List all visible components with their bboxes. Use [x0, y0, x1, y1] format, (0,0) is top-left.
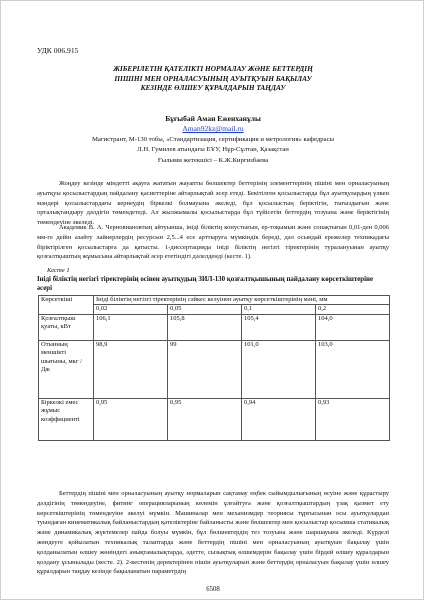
author-email-link[interactable]: Aman92kz@mail.ru — [182, 124, 244, 133]
article-title — [41, 64, 385, 93]
table-cell: 101,0 — [242, 340, 316, 398]
title-line: ЖІБЕРІЛЕТІН ҚАТЕЛІКТІ НОРМАЛАУ ЖӘНЕ БЕТТЕРДІҢ — [113, 64, 313, 73]
table-header-cell: Көрсеткіші — [39, 296, 94, 315]
affiliation-line: Л.Н. Гумилев атындағы ЕҰУ, Нұр-Сұлтан, Қазақстан — [137, 146, 289, 154]
affiliation-line: Магистрант, М-130 тобы, «Стандартизация, сертификация и метрология» кафедрасы — [91, 136, 335, 143]
table-header-cell: 0,1 — [242, 305, 316, 314]
table-cell: 103,0 — [316, 340, 390, 398]
table-header-cell: 0,2 — [316, 305, 390, 314]
body-paragraph: Академик В. А. Черновиановтың айтуынша, ініді біліктің конустығын, ер-тоқымын және сопақтығын 0,01-ден 0,006 мм-ге дейін азайту лайнерлердің ресурсын 2,5...4 есе арттыруға мүмкіндік береді, дәл осындай ережелер техникадағы біріктірілген қосылыстарға да қатысты. 1-диссертацияда ініді біліктің негізгі тіректерінің туралануынан ауытқу қозғалтқыштың жұмысына айтарлықтай әсер ететіндігі дәлелденді (кесте. 1). — [37, 224, 389, 261]
table-caption: Ініді біліктің негізгі тіректерінің осінен ауытқудың ЗИЛ-130 қозғалтқышының пайдалану көрсеткіштеріне әсері — [37, 276, 374, 292]
data-table — [38, 295, 390, 441]
table-cell: Біркелкі емес жұмыс коэффициенті — [39, 398, 94, 440]
table-label: Кесте 1 — [47, 267, 70, 274]
table-header-row — [39, 296, 390, 305]
body-paragraph: Жоңдеу кезінде міндетті ақауға жататын жауапты бөлшектер беттерінің элементтерінің пішіні мен орналасуының ауытқуы қосылыстардың пайдалану қасиеттеріне айтарлықтай әсер етеді. Бекітілген қосылыстарда бұл ауытқулардың үлкен мәндері қосылыстардағы кернеудің біркелкі болмауына әкеледі, бұл қосылыстың беріктігін, тығыздығын және орталықтандыру дәлдігін төмендетеді. Ал жылжымалы қосылыстарда бұл түйісетін беттердің тозуына және беріктігінің төмендеуіне әкеледі. — [37, 180, 389, 227]
body-paragraph: Беттердің пішіні мен орналасуының ауытқу нормаларын сақтамау еңбек сыйымдылығының өсуіне және құрастыру дәлдігінің төмендеуіне, фитинг операцияларының көлемін ұлғайтуға және қозғалтқыштардың үзақ қызмет ету көрсеткіштерінің төмендеуіне әкелуі мүмкін. Машиналар мен механизмдер теориясы тұрғысынан осы ауытқулардан туындаған кинематикалық байланыстардың қателіктеріне байланысты және бөлшектер мен қосылыстар қосымша статикалық және динамикалық жүктемелер пайда болуы мүмкін, бұл бөлшектердің тез тозуына және шаршауына әкеледі. Күрделі жөндеуге қойылатын техникалық талаптарда және беттердің пішіні мен орналасуының ауытқуын бақылау үшін қолданылатын өлшеу жөніндегі анықтамалықтарда, әдетте, сызықтық өлшемдерін бақылау үшін бірдей өлшеу құралдарын қолдану ұсынылады (кесте. 2). 2-кестенің деректерінен пішін ауытқуларын және беттердің орналасуын бақылау үшін өлшеу құралдарын таңдау кезінде бақыланатын параметрдің — [37, 490, 389, 576]
table-cell: 105,8 — [168, 314, 242, 340]
table-row — [39, 340, 390, 398]
table-row — [39, 398, 390, 440]
table-row — [39, 314, 390, 340]
title-line: ПІШІНІ МЕН ОРНАЛАСУЫНЫҢ АУЫТҚУЫН БАҚЫЛАУ — [114, 73, 312, 83]
table-cell: 104,0 — [316, 314, 390, 340]
table-cell: 0,94 — [242, 398, 316, 440]
table-header-cell: Ініді біліктің негізгі тіректерінің сәйкес келуінен ауытқу көрсеткіштерінің мәні, мм — [94, 296, 390, 305]
table-cell: 98,9 — [94, 340, 168, 398]
table-cell: Қозғалтқыш қуаты, кВт — [39, 314, 94, 340]
table-cell: 0,95 — [94, 398, 168, 440]
table-cell: 99 — [168, 340, 242, 398]
table-cell: 0,95 — [168, 398, 242, 440]
author-name: Бұғыбай Аман Еженханұлы — [165, 114, 261, 123]
page-number: 6508 — [206, 586, 220, 593]
affiliation-line: Ғылыми жетекшісі – К.Ж.Киргизбаева — [157, 156, 269, 164]
table-cell: 105,4 — [242, 314, 316, 340]
udc-code: УДК 006.915 — [37, 46, 79, 55]
author-affiliation — [51, 135, 375, 166]
table-cell: Отынның меншікті шығыны, мкг / Дж — [39, 340, 94, 398]
table-cell: 106,1 — [94, 314, 168, 340]
table-cell: 0,93 — [316, 398, 390, 440]
table-header-cell: 0,02 — [94, 305, 168, 314]
table-header-cell: 0,05 — [168, 305, 242, 314]
title-line: КЕЗІНДЕ ӨЛШЕУ ҚҰРАЛДАРЫН ТАҢДАУ — [140, 83, 286, 93]
